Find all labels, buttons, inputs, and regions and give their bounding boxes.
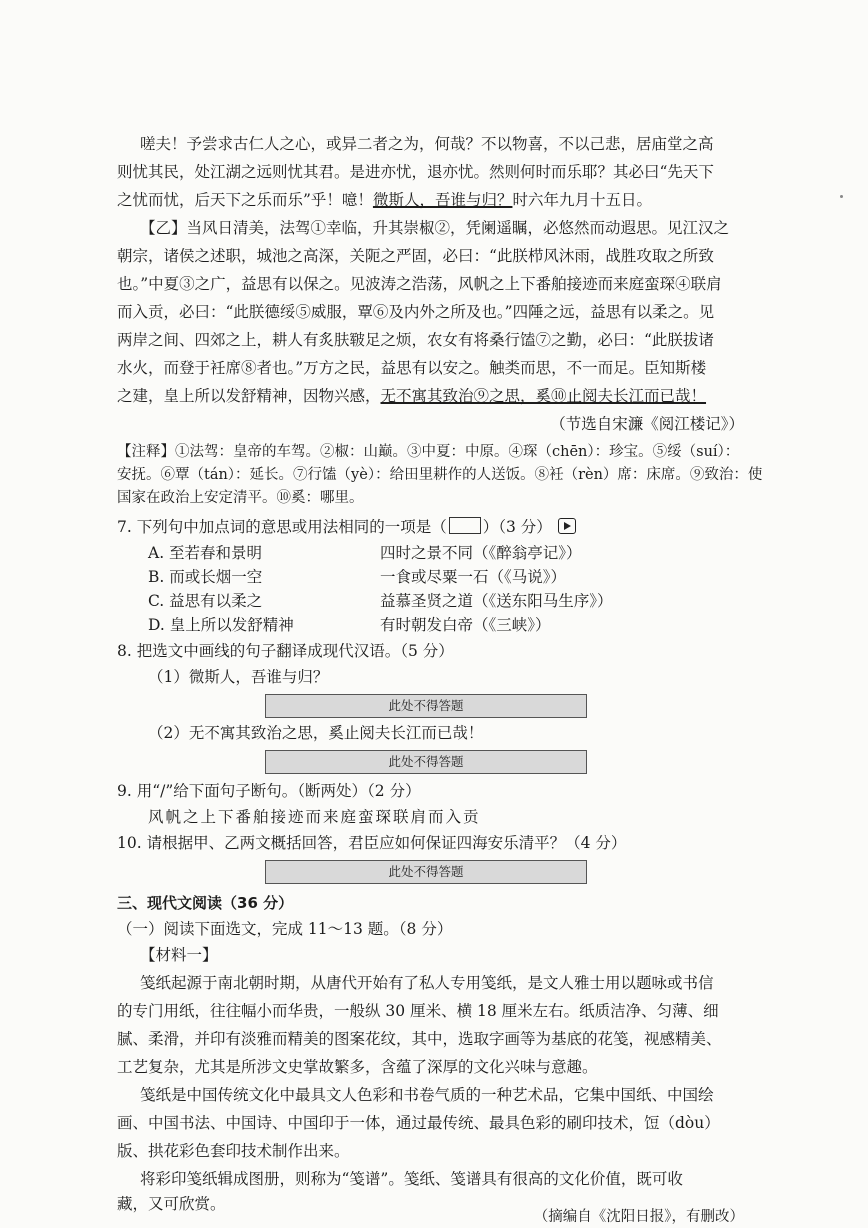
material-1-p1-line-3: 腻、柔滑，并印有淡雅而精美的图案花纹，其中，选取字画等为基底的花笺，视感精美、 [117,1030,722,1048]
yi-line-4: 而入贡，必曰：“此朕德绥⑤威服，覃⑥及内外之所及也。”四陲之远，益思有以柔之。见 [117,303,715,321]
scan-speck [840,195,843,198]
yi-source: （节选自宋濂《阅江楼记》） [550,415,744,433]
q7-option-d-compare: 有时朝发白帝（《三峡》） [380,616,551,634]
q7-option-a: A. 至若春和景明 [148,544,263,562]
q7-option-a-compare: 四时之景不同（《醉翁亭记》） [380,544,582,562]
section-3-title: 三、现代文阅读（36 分） [117,894,294,912]
section-3-part-1: （一）阅读下面选文，完成 11～13 题。（8 分） [117,920,453,938]
q9-sentence: 风帆之上下番舶接迹而来庭蛮琛联肩而入贡 [148,808,481,826]
q7-option-b: B. 而或长烟一空 [148,568,263,586]
q7-option-c: C. 益思有以柔之 [148,592,263,610]
video-play-icon[interactable] [558,518,576,534]
q7-option-c-compare: 益慕圣贤之道（《送东阳马生序》） [380,592,613,610]
q8-sentence-2: （2）无不寓其致治之思，奚止阅夫长江而已哉！ [148,724,484,742]
yi-line-7-text: 之建，皇上所以发舒精神，因物兴感， [117,387,381,405]
q7-stem-text: 7. 下列句中加点词的意思或用法相同的一项是（ [117,518,447,536]
material-1-p3-line-1: 将彩印笺纸辑成图册，则称为“笺谱”。笺纸、笺谱具有很高的文化价值，既可收 [140,1170,683,1188]
q7-option-b-compare: 一食或尽粟一石（《马说》） [380,568,567,586]
q7-stem [117,516,576,538]
q9-stem: 9. 用“/”给下面句子断句。（断两处）（2 分） [117,782,421,800]
q10-stem: 10. 请根据甲、乙两文概括回答，君臣应如何保证四海安乐清平？（4 分） [117,834,627,852]
material-1-p1-line-2: 的专门用纸，往往幅小而华贵，一般纵 30 厘米、横 18 厘米左右。纸质洁净、匀薄、细 [117,1002,719,1020]
jia-line-3 [117,189,652,211]
jia-line-3-text: 之忧而忧，后天下之乐而乐”乎！噫！ [117,191,373,209]
q8-1-answer-area[interactable]: 此处不得答题 [265,694,587,718]
jia-underlined-sentence: 微斯人，吾谁与归？ [372,191,513,209]
yi-line-6: 水火，而登于衽席⑧者也。”万方之民，益思有以安之。触类而思，不一而足。臣知斯楼 [117,359,707,377]
material-1-p1-line-4: 工艺复杂，尤其是所涉文史掌故繁多，含蕴了深厚的文化兴味与意趣。 [117,1058,598,1076]
material-1-p2-line-2: 画、中国书法、中国诗、中国印于一体，通过最传统、最具色彩的刷印技术，饾（dòu） [117,1114,720,1132]
jia-line-3-end: 时六年九月十五日。 [512,191,652,209]
material-1-p3-line-2: 藏，又可欣赏。 [117,1195,226,1213]
material-1-p2-line-3: 版、拱花彩色套印技术制作出来。 [117,1142,350,1160]
yi-line-7 [117,385,706,407]
q8-2-answer-area[interactable]: 此处不得答题 [265,750,587,774]
material-1-p1-line-1: 笺纸起源于南北朝时期，从唐代开始有了私人专用笺纸，是文人雅士用以题咏或书信 [140,974,714,992]
yi-line-1: 【乙】当风日清美，法驾①幸临，升其崇椒②，凭阑遥瞩，必悠然而动遐思。见江汉之 [140,219,730,237]
yi-line-3: 也。”中夏③之广，益思有以保之。见波涛之浩荡，风帆之上下番舶接迹而来庭蛮琛④联肩 [117,275,722,293]
notes-line-3: 国家在政治上安定清平。⑩奚：哪里。 [117,490,364,506]
material-1-source: （摘编自《沈阳日报》，有删改） [533,1209,744,1225]
yi-line-5: 两岸之间、四郊之上，耕人有炙肤皲足之烦，农女有将桑行馌⑦之勤，必曰：“此朕拔诸 [117,331,714,349]
yi-underlined-sentence: 无不寓其致治⑨之思，奚⑩止阅夫长江而已哉！ [380,387,707,405]
q8-sentence-1: （1）微斯人，吾谁与归？ [148,668,329,686]
q7-answer-blank[interactable] [449,517,481,534]
jia-line-2: 则忧其民，处江湖之远则忧其君。是进亦忧，退亦忧。然则何时而乐耶？其必曰“先天下 [117,163,714,181]
notes-line-2: 安抚。⑥覃（tán）：延长。⑦行馌（yè）：给田里耕作的人送饭。⑧衽（rèn）席：床席。⑨致治：使 [117,467,763,483]
material-1-p2-line-1: 笺纸是中国传统文化中最具文人色彩和书卷气质的一种艺术品，它集中国纸、中国绘 [140,1086,714,1104]
jia-line-1: 嗟夫！予尝求古仁人之心，或异二者之为，何哉？不以物喜，不以己悲，居庙堂之高 [140,135,714,153]
q7-stem-score: ）（3 分） [482,518,552,536]
q8-stem: 8. 把选文中画线的句子翻译成现代汉语。（5 分） [117,642,454,660]
notes-line-1: 【注释】①法驾：皇帝的车驾。②椒：山巅。③中夏：中原。④琛（chēn）：珍宝。⑤绥（suí）： [117,444,740,460]
q7-option-d: D. 皇上所以发舒精神 [148,616,294,634]
q10-answer-area[interactable]: 此处不得答题 [265,860,587,884]
material-1-heading: 【材料一】 [140,946,218,964]
yi-line-2: 朝宗，诸侯之述职，城池之高深，关阨之严固，必曰：“此朕栉风沐雨，战胜攻取之所致 [117,247,714,265]
